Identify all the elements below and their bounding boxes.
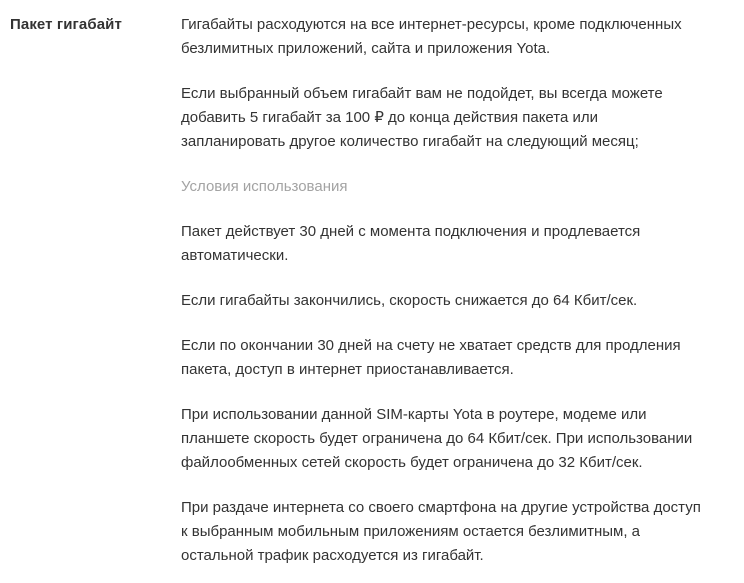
section-title: Пакет гигабайт <box>10 16 122 33</box>
paragraph-tethering: При раздаче интернета со своего смартфона на другие устройства доступ к выбранным мобильным приложениям остается безлимитным, а остальной трафик расходуется из гигабайт. <box>181 499 701 564</box>
section-content-column <box>181 13 706 568</box>
section-label-column <box>10 13 181 37</box>
paragraph-add-gigabytes: Если выбранный объем гигабайт вам не подойдет, вы всегда можете добавить 5 гигабайт за 100 ₽ до конца действия пакета или запланировать другое количество гигабайт на следующий месяц; <box>181 85 663 150</box>
subheading-usage-conditions: Условия использования <box>181 178 348 195</box>
paragraph-sim-usage-limits: При использовании данной SIM-карты Yota в роутере, модеме или планшете скорость будет ограничена до 64 Кбит/сек. При использовании файлообменных сетей скорость будет ограничена до 32 Кбит/сек. <box>181 406 693 471</box>
paragraph-gigabytes-usage: Гигабайты расходуются на все интернет-ресурсы, кроме подключенных безлимитных приложений, сайта и приложения Yota. <box>181 16 682 57</box>
paragraph-speed-reduction: Если гигабайты закончились, скорость снижается до 64 Кбит/сек. <box>181 292 638 309</box>
paragraph-insufficient-funds: Если по окончании 30 дней на счету не хватает средств для продления пакета, доступ в интернет приостанавливается. <box>181 337 681 378</box>
paragraph-package-duration: Пакет действует 30 дней с момента подключения и продлевается автоматически. <box>181 223 641 264</box>
